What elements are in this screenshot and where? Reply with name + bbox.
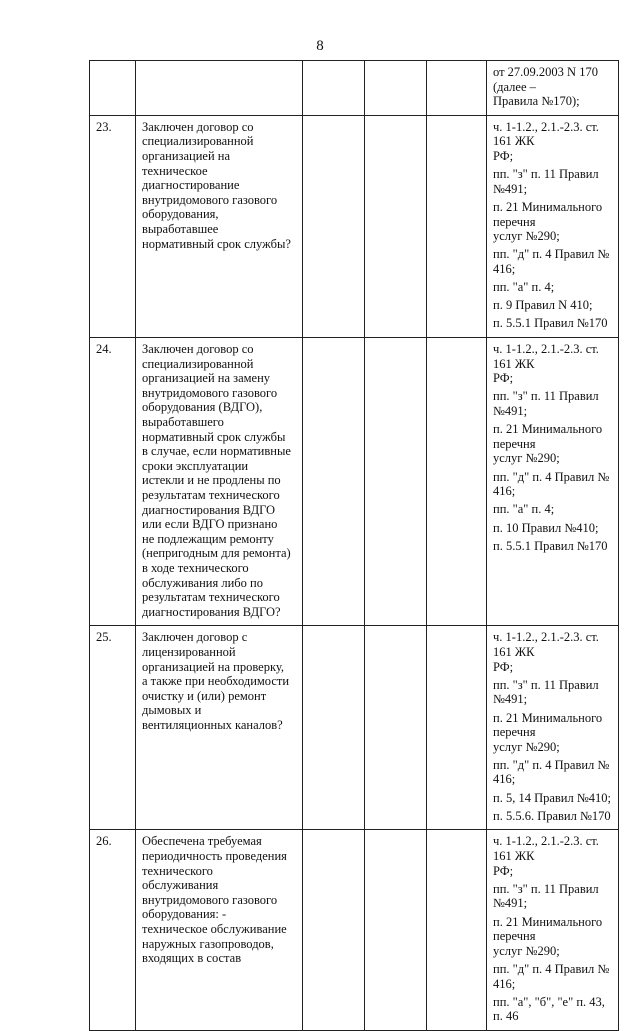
legal-reference — [493, 422, 612, 466]
question-cell — [136, 338, 303, 626]
question-text-line: не подлежащим ремонту — [142, 531, 274, 546]
legal-reference — [493, 470, 612, 499]
answer-yes-cell — [303, 115, 365, 337]
question-text-line: истекли и не продлены по — [142, 473, 281, 488]
table-row — [90, 115, 619, 337]
legal-reference-line: ч. 1-1.2., 2.1.-2.3. ст. 161 ЖК — [493, 834, 599, 864]
legal-reference — [493, 298, 612, 313]
legal-reference-line: РФ; — [493, 148, 514, 163]
question-text-line: специализированной — [142, 356, 254, 371]
question-text-line: диагностирование — [142, 178, 240, 193]
answer-no-cell — [365, 115, 427, 337]
answer-no-cell — [365, 61, 427, 116]
question-text-line: диагностирования ВДГО? — [142, 604, 281, 619]
legal-reference-line: РФ; — [493, 659, 514, 674]
checklist-table — [89, 60, 619, 1031]
legal-reference-line: п. 5.5.6. Правил №170 — [493, 808, 611, 823]
answer-no-cell — [365, 830, 427, 1031]
legal-reference-line: от 27.09.2003 N 170 (далее – — [493, 65, 598, 94]
question-text-line: или если ВДГО признано — [142, 517, 278, 532]
legal-reference-line: п. 5.5.1 Правил №170 — [493, 316, 608, 331]
legal-reference — [493, 711, 612, 755]
question-cell — [136, 626, 303, 830]
legal-reference-line: п. 10 Правил №410; — [493, 520, 599, 535]
legal-reference-line: пп. "з" п. 11 Правил №491; — [493, 881, 599, 911]
legal-reference-line: пп. "д" п. 4 Правил № 416; — [493, 961, 610, 991]
legal-reference-line: пп. "з" п. 11 Правил №491; — [493, 389, 599, 419]
legal-reference-line: п. 5, 14 Правил №410; — [493, 790, 611, 805]
legal-reference — [493, 758, 612, 787]
question-text-line: (непригодным для ремонта) — [142, 546, 291, 561]
question-text-line: выработавшего — [142, 415, 224, 430]
question-text-line: технического — [142, 863, 213, 878]
question-text-line: обслуживания либо по — [142, 575, 263, 590]
legal-reference — [493, 809, 612, 824]
table-row — [90, 338, 619, 626]
legal-reference-line: пп. "з" п. 11 Правил №491; — [493, 677, 599, 707]
question-cell — [136, 61, 303, 116]
question-text-line: организацией на — [142, 148, 231, 163]
table-row — [90, 61, 619, 116]
legal-reference-line: пп. "з" п. 11 Правил №491; — [493, 167, 599, 196]
row-number-cell — [90, 61, 136, 116]
row-number: 25. — [96, 630, 112, 645]
question-text-line: нормативный срок службы — [142, 429, 286, 444]
legal-reference — [493, 678, 612, 707]
row-number-cell — [90, 115, 136, 337]
question-text-line: в случае, если нормативные — [142, 444, 291, 459]
table-row — [90, 626, 619, 830]
question-text-line: организацией на проверку, — [142, 659, 284, 674]
legal-reference — [493, 247, 612, 276]
not-applicable-cell — [427, 115, 487, 337]
question-text-line: оборудования, — [142, 207, 219, 222]
not-applicable-cell — [427, 338, 487, 626]
legal-reference-line: пп. "д" п. 4 Правил № 416; — [493, 247, 610, 276]
not-applicable-cell — [427, 830, 487, 1031]
legal-references-cell — [487, 830, 619, 1031]
legal-reference-line: п. 5.5.1 Правил №170 — [493, 538, 608, 553]
question-text-line: техническое — [142, 163, 208, 178]
legal-reference — [493, 521, 612, 536]
question-text-line: в ходе технического — [142, 560, 249, 575]
legal-reference — [493, 167, 612, 196]
page-number: 8 — [316, 38, 324, 54]
legal-reference — [493, 962, 612, 991]
legal-reference-line: ч. 1-1.2., 2.1.-2.3. ст. 161 ЖК — [493, 630, 599, 659]
question-text-line: наружных газопроводов, — [142, 936, 274, 951]
legal-reference-line: Правила №170); — [493, 94, 580, 109]
answer-no-cell — [365, 338, 427, 626]
question-text-line: периодичность проведения — [142, 849, 287, 864]
legal-reference — [493, 791, 612, 806]
not-applicable-cell — [427, 626, 487, 830]
legal-reference — [493, 882, 612, 911]
legal-reference-line: п. 21 Минимального перечня — [493, 422, 603, 451]
row-number: 23. — [96, 119, 112, 134]
question-text-line: Заключен договор со — [142, 119, 254, 134]
question-text-line: лицензированной — [142, 644, 236, 659]
question-text-line: внутридомового газового — [142, 892, 278, 907]
legal-reference-line: РФ; — [493, 371, 514, 386]
row-number-cell — [90, 626, 136, 830]
legal-reference-line: ч. 1-1.2., 2.1.-2.3. ст. 161 ЖК — [493, 342, 599, 371]
table-row — [90, 830, 619, 1031]
legal-reference-line: п. 21 Минимального перечня — [493, 914, 603, 944]
answer-yes-cell — [303, 830, 365, 1031]
question-text-line: сроки эксплуатации — [142, 458, 249, 473]
question-cell — [136, 115, 303, 337]
legal-reference — [493, 630, 612, 674]
legal-reference — [493, 280, 612, 295]
question-text-line: внутридомового газового — [142, 192, 278, 207]
legal-reference — [493, 389, 612, 418]
answer-yes-cell — [303, 626, 365, 830]
question-text-line: нормативный срок службы? — [142, 236, 291, 251]
legal-reference-line: ч. 1-1.2., 2.1.-2.3. ст. 161 ЖК — [493, 119, 599, 149]
legal-references-cell — [487, 115, 619, 337]
question-text-line: результатам технического — [142, 590, 280, 605]
legal-reference — [493, 539, 612, 554]
question-text-line: дымовых и — [142, 703, 202, 718]
question-text-line: а также при необходимости — [142, 674, 290, 689]
legal-reference — [493, 342, 612, 386]
legal-reference-line: п. 21 Минимального перечня — [493, 199, 603, 229]
question-text-line: входящих в состав — [142, 951, 242, 966]
question-text-line: техническое обслуживание — [142, 922, 287, 936]
not-applicable-cell — [427, 61, 487, 116]
question-text-line: внутридомового газового — [142, 385, 278, 400]
legal-reference-line: пп. "а" п. 4; — [493, 502, 555, 517]
question-text-line: выработавшее — [142, 221, 219, 236]
question-text-line: Заключен договор со — [142, 342, 254, 357]
legal-reference-line: пп. "д" п. 4 Правил № 416; — [493, 469, 610, 499]
row-number: 24. — [96, 342, 112, 357]
question-text-line: диагностирования ВДГО — [142, 502, 276, 517]
legal-reference-line: услуг №290; — [493, 739, 560, 754]
question-text-line: вентиляционных каналов? — [142, 717, 283, 732]
legal-reference — [493, 316, 612, 331]
legal-reference — [493, 502, 612, 517]
answer-no-cell — [365, 626, 427, 830]
question-text-line: очистку и (или) ремонт — [142, 688, 267, 703]
legal-reference-line: пп. "д" п. 4 Правил № 416; — [493, 757, 610, 787]
legal-reference-line: услуг №290; — [493, 229, 560, 244]
legal-reference — [493, 834, 612, 878]
row-number-cell — [90, 830, 136, 1031]
legal-reference — [493, 995, 612, 1024]
answer-yes-cell — [303, 338, 365, 626]
legal-reference — [493, 200, 612, 244]
row-number: 26. — [96, 834, 112, 849]
question-text-line: оборудования: - — [142, 907, 227, 922]
question-text-line: результатам технического — [142, 488, 280, 502]
legal-reference-line: п. 9 Правил N 410; — [493, 298, 593, 313]
legal-references-cell — [487, 338, 619, 626]
legal-reference-line: услуг №290; — [493, 943, 560, 958]
legal-reference-line: пп. "а", "б", "е" п. 43, п. 46 — [493, 994, 605, 1024]
legal-reference — [493, 65, 612, 109]
legal-reference-line: РФ; — [493, 863, 514, 878]
question-text-line: Обеспечена требуемая — [142, 834, 262, 849]
legal-references-cell — [487, 61, 619, 116]
legal-reference-line: услуг №290; — [493, 451, 560, 466]
question-text-line: оборудования (ВДГО), — [142, 400, 263, 415]
question-text-line: организацией на замену — [142, 371, 271, 386]
legal-reference-line: пп. "а" п. 4; — [493, 280, 555, 295]
question-text-line: обслуживания — [142, 878, 219, 893]
question-text-line: Заключен договор с — [142, 630, 248, 645]
question-cell — [136, 830, 303, 1031]
legal-reference — [493, 120, 612, 164]
legal-reference — [493, 915, 612, 959]
row-number-cell — [90, 338, 136, 626]
checklist-table-body — [90, 61, 619, 1031]
question-text-line: специализированной — [142, 134, 254, 149]
answer-yes-cell — [303, 61, 365, 116]
legal-reference-line: п. 21 Минимального перечня — [493, 710, 603, 740]
legal-references-cell — [487, 626, 619, 830]
